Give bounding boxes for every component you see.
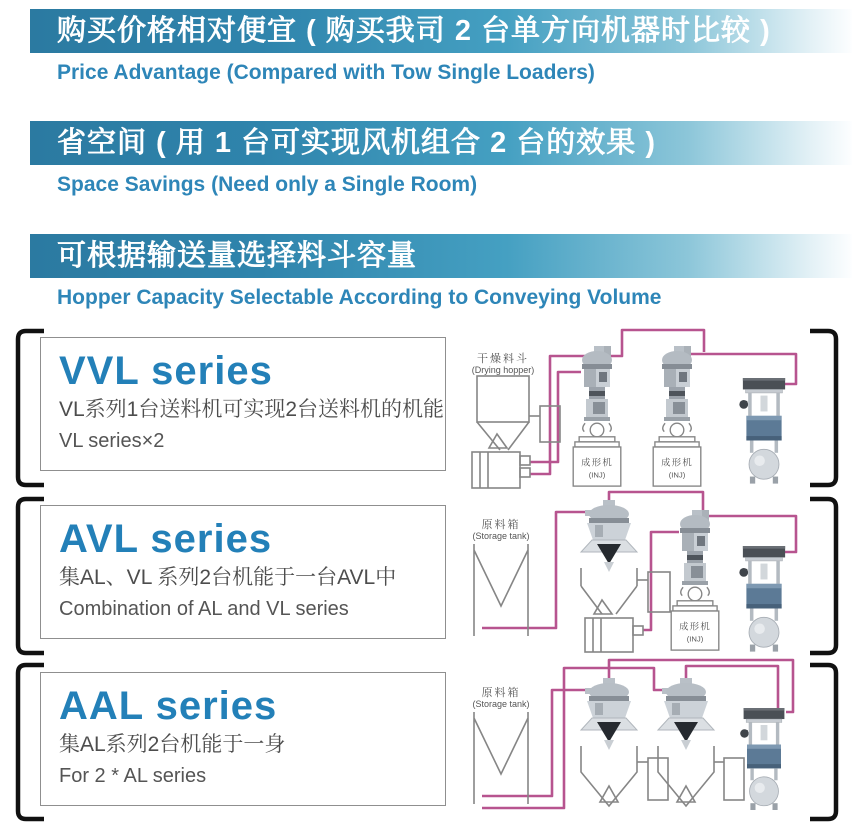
feature-subtitle-space: Space Savings (Need only a Single Room) (57, 173, 478, 196)
series-desc-zh: 集AL、VL 系列2台机能于一台AVL中 (59, 566, 397, 589)
blower-unit-photo (739, 546, 785, 652)
blower-unit-photo (739, 378, 785, 484)
series-desc-en: VL series×2 (59, 430, 165, 452)
diagram-aal (452, 654, 820, 826)
series-title: AVL series (59, 517, 273, 561)
series-desc-en: Combination of AL and VL series (59, 598, 349, 620)
series-desc-zh: VL系列1台送料机可实现2台送料机的机能 (59, 398, 445, 421)
feature-bar-hopper: 可根据输送量选择料斗容量 (30, 234, 852, 278)
drying-hopper-art (581, 568, 670, 652)
feature-bar-price: 购买价格相对便宜 ( 购买我司 2 台单方向机器时比较 ) (30, 9, 852, 53)
collection-hopper-art (581, 746, 668, 806)
feature-bar-space: 省空间 ( 用 1 台可实现风机组合 2 台的效果 ) (30, 121, 852, 165)
loader-photo (582, 346, 612, 421)
loader-photo (581, 500, 637, 572)
loader-photo (658, 678, 714, 750)
series-title: VVL series (59, 349, 273, 393)
loader-photo (662, 346, 692, 421)
diagram-avl (452, 488, 820, 660)
series-desc-zh: 集AL系列2台机能于一身 (59, 733, 286, 756)
series-desc-en: For 2 * AL series (59, 765, 207, 787)
series-title: AAL series (59, 684, 278, 728)
blower-unit-photo (740, 708, 784, 810)
collection-hopper-art (658, 746, 744, 806)
loader-photo (680, 510, 710, 585)
feature-subtitle-hopper: Hopper Capacity Selectable According to Conveying Volume (57, 286, 662, 309)
feature-subtitle-price: Price Advantage (Compared with Tow Single Loaders) (57, 61, 595, 84)
loader-photo (581, 678, 637, 750)
diagram-vvl (452, 322, 820, 492)
drying-hopper-label-zh: 干燥料斗 (477, 353, 529, 365)
series-card-vvl (40, 337, 446, 471)
series-card-aal (40, 672, 446, 806)
drying-hopper-label-en: (Drying hopper) (471, 365, 535, 375)
drying-hopper-art (472, 351, 560, 488)
series-card-avl (40, 505, 446, 639)
